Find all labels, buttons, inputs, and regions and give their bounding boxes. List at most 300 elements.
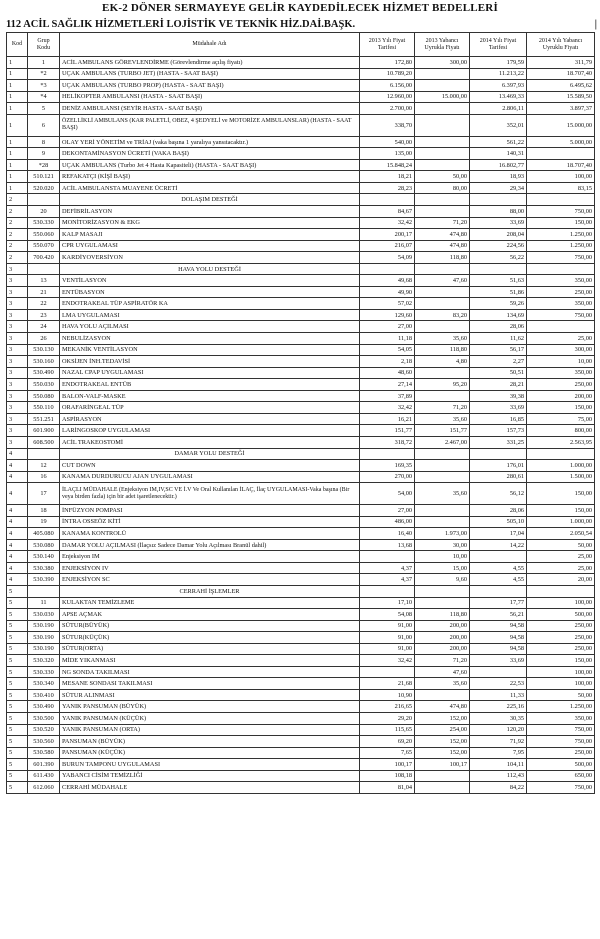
table-row [7,206,595,218]
cell-2014: 84,22 [470,782,527,794]
table-row [7,136,595,148]
cell-grup: 26 [28,333,60,345]
cell-2013: 49,90 [360,286,415,298]
cell-2014-foreign: 350,00 [527,712,595,724]
table-row [7,425,595,437]
cell-kod: 1 [7,159,28,171]
cell-2014-foreign: 800,00 [527,425,595,437]
header-2014-foreign: 2014 Yılı Yabancı Uyruklu Fiyatı [527,33,595,57]
cell-kod: 1 [7,114,28,136]
cell-2013: 28,23 [360,182,415,194]
category-row [7,448,595,460]
cell-2013-foreign [415,80,470,92]
cell-kod: 5 [7,655,28,667]
cell-2014-foreign: 250,00 [527,747,595,759]
table-row [7,539,595,551]
cell-grup: 530.490 [28,701,60,713]
cell-2013-foreign: 15.000,00 [415,91,470,103]
cell-2013-foreign [415,448,470,460]
cell-2013: 27,14 [360,379,415,391]
table-row [7,298,595,310]
table-row [7,643,595,655]
cell-grup [28,194,60,206]
cell-kod: 4 [7,448,28,460]
cell-2014-foreign: 250,00 [527,620,595,632]
cell-2013-foreign: 100,17 [415,759,470,771]
cell-2013: 57,02 [360,298,415,310]
cell-2014-foreign: 1.250,00 [527,240,595,252]
table-row [7,562,595,574]
cell-2014: 51,86 [470,286,527,298]
cell-2014: 56,21 [470,609,527,621]
cell-2014: 16,85 [470,413,527,425]
table-row [7,171,595,183]
cell-grup: 550.070 [28,240,60,252]
cell-2013: 216,07 [360,240,415,252]
cell-2014-foreign: 3.897,37 [527,103,595,115]
cell-kod: 5 [7,666,28,678]
cell-2013-foreign: 152,00 [415,747,470,759]
cell-grup: 530.190 [28,620,60,632]
cell-2014-foreign: 6.495,62 [527,80,595,92]
cell-2013-foreign: 95,20 [415,379,470,391]
cell-2014: 224,56 [470,240,527,252]
cell-2013: 151,77 [360,425,415,437]
cell-2014: 33,69 [470,655,527,667]
cell-2014-foreign: 750,00 [527,724,595,736]
cell-2014-foreign: 311,79 [527,57,595,69]
cell-name: MİDE YIKANMASI [60,655,360,667]
cell-2013: 486,00 [360,516,415,528]
cell-2013: 54,09 [360,252,415,264]
cell-name: YANIK PANSUMAN (ORTA) [60,724,360,736]
cell-2013: 129,60 [360,309,415,321]
cell-kod: 5 [7,782,28,794]
cell-2014: 18,93 [470,171,527,183]
cell-2013: 21,68 [360,678,415,690]
cell-2014-foreign: 150,00 [527,483,595,505]
right-edge-mark: | [594,19,597,30]
table-row [7,356,595,368]
cell-name: BURUN TAMPONU UYGULAMASI [60,759,360,771]
cell-2013: 7,65 [360,747,415,759]
cell-name: Enjeksiyon IM [60,551,360,563]
cell-2014: 94,58 [470,620,527,632]
table-row [7,460,595,472]
cell-2013 [360,263,415,275]
cell-kod: 5 [7,597,28,609]
cell-2013: 27,00 [360,505,415,517]
cell-grup: *28 [28,159,60,171]
cell-2014-foreign: 750,00 [527,252,595,264]
cell-name: HAVA YOLU DESTEĞİ [60,263,360,275]
table-row [7,286,595,298]
category-row [7,263,595,275]
cell-2014-foreign: 50,00 [527,689,595,701]
cell-grup: 8 [28,136,60,148]
cell-2014: 17,04 [470,528,527,540]
cell-2014-foreign: 25,00 [527,551,595,563]
cell-2013-foreign: 118,80 [415,252,470,264]
table-row [7,574,595,586]
cell-2014 [470,194,527,206]
cell-2014-foreign: 18.707,40 [527,159,595,171]
table-row [7,148,595,160]
cell-2014-foreign: 5.000,00 [527,136,595,148]
cell-kod: 2 [7,194,28,206]
cell-name: DEFİBRİLASYON [60,206,360,218]
cell-grup: 530.380 [28,562,60,574]
cell-2014: 225,16 [470,701,527,713]
cell-2013: 91,00 [360,620,415,632]
cell-2014-foreign: 150,00 [527,217,595,229]
cell-2013-foreign: 71,20 [415,655,470,667]
cell-2013: 91,00 [360,632,415,644]
cell-2014-foreign: 15.589,50 [527,91,595,103]
cell-name: REFAKATÇI (KİŞİ BAŞI) [60,171,360,183]
cell-kod: 3 [7,379,28,391]
cell-grup: 550.060 [28,229,60,241]
cell-2013: 15.848,24 [360,159,415,171]
cell-2014: 208,04 [470,229,527,241]
cell-grup: 405.080 [28,528,60,540]
cell-2014: 56,22 [470,252,527,264]
cell-2014: 157,73 [470,425,527,437]
cell-kod: 2 [7,252,28,264]
cell-2014 [470,551,527,563]
cell-2013-foreign: 35,60 [415,413,470,425]
table-row [7,770,595,782]
cell-kod: 5 [7,678,28,690]
cell-2013-foreign: 118,80 [415,344,470,356]
cell-kod: 1 [7,171,28,183]
cell-grup: 19 [28,516,60,528]
category-row [7,585,595,597]
table-row [7,782,595,794]
cell-2013: 338,70 [360,114,415,136]
cell-2013: 54,05 [360,344,415,356]
cell-2013-foreign [415,136,470,148]
cell-kod: 5 [7,747,28,759]
cell-name: ASPİRASYON [60,413,360,425]
cell-grup: 601.900 [28,425,60,437]
table-row [7,689,595,701]
cell-name: ENJEKSİYON IV [60,562,360,574]
cell-2014: 28,06 [470,505,527,517]
table-row [7,724,595,736]
cell-grup [28,448,60,460]
cell-name: DAMAR YOLU AÇILMASI (İlaçsız Sadece Damar Yolu Açılması Branül dahil) [60,539,360,551]
cell-grup: 530.130 [28,344,60,356]
cell-2014: 56,17 [470,344,527,356]
cell-kod: 4 [7,516,28,528]
cell-2013: 11,18 [360,333,415,345]
cell-2014: 6.397,93 [470,80,527,92]
cell-2013-foreign: 200,00 [415,643,470,655]
cell-2013: 108,18 [360,770,415,782]
cell-2014: 29,34 [470,182,527,194]
cell-2013-foreign: 118,80 [415,609,470,621]
cell-grup: 11 [28,597,60,609]
cell-name: APSE AÇMAK [60,609,360,621]
cell-kod: 3 [7,367,28,379]
cell-grup: 530.500 [28,712,60,724]
cell-2013-foreign: 15,00 [415,562,470,574]
cell-2014-foreign: 100,00 [527,666,595,678]
cell-grup: 530.190 [28,632,60,644]
cell-2014 [470,585,527,597]
cell-name: NEBULİZASYON [60,333,360,345]
cell-name: ENJEKSİYON SC [60,574,360,586]
cell-2013-foreign [415,321,470,333]
header-ad: Müdahale Adı [60,33,360,57]
cell-grup: 550.080 [28,390,60,402]
cell-kod: 2 [7,240,28,252]
section-subtitle: 112 ACİL SAĞLIK HİZMETLERİ LOJİSTİK VE TEKNİK HİZ.DAİ.BAŞK. [6,19,356,30]
cell-grup: 530.390 [28,574,60,586]
cell-2013-foreign: 71,20 [415,402,470,414]
header-kod: Kod [7,33,28,57]
cell-2013: 27,00 [360,321,415,333]
cell-kod: 5 [7,770,28,782]
cell-name: SÜTUR(KÜÇÜK) [60,632,360,644]
cell-2013-foreign [415,68,470,80]
cell-2013-foreign [415,298,470,310]
cell-grup: 520.020 [28,182,60,194]
cell-grup: 12 [28,460,60,472]
header-2014: 2014 Yılı Fiyat Tarifesi [470,33,527,57]
cell-grup: 530.520 [28,724,60,736]
cell-kod: 4 [7,539,28,551]
cell-2014: 30,35 [470,712,527,724]
cell-2013: 2.700,00 [360,103,415,115]
cell-kod: 4 [7,460,28,472]
cell-name: SÜTUR ALINMASI [60,689,360,701]
cell-kod: 3 [7,390,28,402]
cell-2014: 140,31 [470,148,527,160]
cell-2014-foreign: 350,00 [527,275,595,287]
cell-2013 [360,194,415,206]
table-row [7,701,595,713]
cell-name: ACİL AMBULANS GÖREVLENDİRME (Görevlendirme açılış fiyatı) [60,57,360,69]
cell-2013: 540,00 [360,136,415,148]
cell-kod: 3 [7,344,28,356]
cell-2013-foreign: 474,80 [415,229,470,241]
cell-2013: 169,35 [360,460,415,472]
cell-kod: 3 [7,436,28,448]
cell-2014: 176,01 [470,460,527,472]
cell-kod: 1 [7,182,28,194]
cell-name: CPR UYGULAMASI [60,240,360,252]
cell-kod: 1 [7,136,28,148]
table-row [7,666,595,678]
cell-grup: 530.030 [28,609,60,621]
cell-grup: 17 [28,483,60,505]
table-row [7,114,595,136]
cell-kod: 1 [7,103,28,115]
cell-grup: 23 [28,309,60,321]
table-body [7,57,595,794]
cell-2014: 17,77 [470,597,527,609]
cell-2013: 32,42 [360,402,415,414]
cell-2013-foreign: 50,00 [415,171,470,183]
cell-2014-foreign: 750,00 [527,782,595,794]
header-2013: 2013 Yılı Fiyat Tarifesi [360,33,415,57]
cell-grup: 530.160 [28,356,60,368]
cell-2014: 11,62 [470,333,527,345]
cell-grup: 5 [28,103,60,115]
cell-2014-foreign: 250,00 [527,632,595,644]
cell-kod: 3 [7,263,28,275]
cell-name: BALON-VALF-MASKE [60,390,360,402]
cell-2013: 270,00 [360,471,415,483]
cell-kod: 3 [7,309,28,321]
cell-2014-foreign: 150,00 [527,402,595,414]
header-2013-foreign: 2013 Yabancı Uyrukla Fiyatı [415,33,470,57]
cell-2013: 32,42 [360,217,415,229]
cell-grup: 510.121 [28,171,60,183]
table-row [7,217,595,229]
cell-name: ACİL AMBULANSTA MUAYENE ÜCRETİ [60,182,360,194]
cell-2014: 134,69 [470,309,527,321]
cell-grup: 530.410 [28,689,60,701]
cell-name: DEKONTAMİNASYON ÜCRETİ (VAKA BAŞI) [60,148,360,160]
cell-2014: 39,38 [470,390,527,402]
cell-2013-foreign [415,460,470,472]
cell-2013: 135,00 [360,148,415,160]
cell-2014-foreign: 75,00 [527,413,595,425]
cell-2014-foreign: 1.500,00 [527,471,595,483]
cell-2014: 331,25 [470,436,527,448]
cell-2014-foreign: 83,15 [527,182,595,194]
cell-2014-foreign: 2.563,95 [527,436,595,448]
table-row [7,333,595,345]
cell-2014: 88,00 [470,206,527,218]
cell-2014-foreign: 250,00 [527,286,595,298]
cell-2014: 94,58 [470,632,527,644]
cell-kod: 5 [7,712,28,724]
cell-2014-foreign: 1.250,00 [527,229,595,241]
cell-2013-foreign: 10,00 [415,551,470,563]
cell-name: ENDOTRAKEAL TÜP ASPİRATÖR KA [60,298,360,310]
cell-2013 [360,448,415,460]
cell-name: ENTÜBASYON [60,286,360,298]
cell-2013-foreign [415,159,470,171]
cell-2013-foreign: 71,20 [415,217,470,229]
table-row [7,252,595,264]
cell-kod: 1 [7,148,28,160]
cell-2013-foreign: 474,80 [415,240,470,252]
table-row [7,91,595,103]
cell-name: OKSİJEN İNH.TEDAVİSİ [60,356,360,368]
cell-2014-foreign: 1.000,00 [527,516,595,528]
cell-grup: 24 [28,321,60,333]
cell-2013-foreign: 30,00 [415,539,470,551]
cell-2014-foreign [527,585,595,597]
table-row [7,528,595,540]
cell-2014-foreign: 150,00 [527,505,595,517]
cell-2014-foreign [527,194,595,206]
cell-grup: 530.140 [28,551,60,563]
cell-2013: 2,18 [360,356,415,368]
cell-2013: 81,04 [360,782,415,794]
cell-kod: 5 [7,736,28,748]
cell-2013-foreign [415,471,470,483]
cell-2013: 18,21 [360,171,415,183]
cell-name: KARDİYOVERSİYON [60,252,360,264]
cell-2014: 7,95 [470,747,527,759]
header-grup: Grup Kodu [28,33,60,57]
table-row [7,402,595,414]
cell-2013: 91,00 [360,643,415,655]
table-row [7,516,595,528]
cell-2013: 16,40 [360,528,415,540]
cell-2013-foreign [415,263,470,275]
table-row [7,436,595,448]
table-row [7,736,595,748]
cell-grup: 700.420 [28,252,60,264]
cell-2013-foreign: 2.467,00 [415,436,470,448]
cell-2013-foreign: 47,60 [415,275,470,287]
cell-2013: 10.789,20 [360,68,415,80]
cell-kod: 5 [7,585,28,597]
table-row [7,229,595,241]
cell-2013: 37,89 [360,390,415,402]
cell-name: UÇAK AMBULANS (TURBO PROP) (HASTA - SAAT BAŞI) [60,80,360,92]
cell-2014-foreign: 18.707,40 [527,68,595,80]
cell-name: İNTRA OSSEÖZ KİTİ [60,516,360,528]
table-row [7,759,595,771]
cell-2014-foreign [527,448,595,460]
cell-2013: 17,10 [360,597,415,609]
table-row [7,551,595,563]
table-row [7,344,595,356]
table-row [7,471,595,483]
cell-2014-foreign: 500,00 [527,609,595,621]
cell-grup: 530.080 [28,539,60,551]
cell-2013: 29,20 [360,712,415,724]
cell-name: VENTİLASYON [60,275,360,287]
cell-2013-foreign [415,103,470,115]
cell-2013-foreign: 300,00 [415,57,470,69]
cell-grup: *2 [28,68,60,80]
table-row [7,240,595,252]
cell-name: DAMAR YOLU DESTEĞİ [60,448,360,460]
cell-2014-foreign: 50,00 [527,539,595,551]
cell-kod: 5 [7,689,28,701]
cell-2014-foreign: 300,00 [527,344,595,356]
cell-name: OLAY YERİ YÖNETİM ve TRİAJ (vaka başına 1 yaralıya yansıtacaktır.) [60,136,360,148]
price-table [6,32,595,794]
cell-2014-foreign: 750,00 [527,309,595,321]
cell-name: KANAMA KONTROLÜ [60,528,360,540]
cell-kod: 3 [7,356,28,368]
cell-2014-foreign [527,263,595,275]
cell-2014: 71,92 [470,736,527,748]
cell-2014-foreign: 750,00 [527,736,595,748]
table-row [7,80,595,92]
cell-grup: *4 [28,91,60,103]
cell-2013: 172,80 [360,57,415,69]
cell-2014-foreign: 650,00 [527,770,595,782]
cell-kod: 5 [7,632,28,644]
cell-kod: 3 [7,275,28,287]
cell-2014: 112,43 [470,770,527,782]
cell-name: HELİKOPTER AMBULANSI (HASTA - SAAT BAŞI) [60,91,360,103]
cell-2014-foreign: 20,00 [527,574,595,586]
cell-2013-foreign [415,516,470,528]
cell-2013-foreign: 9,60 [415,574,470,586]
